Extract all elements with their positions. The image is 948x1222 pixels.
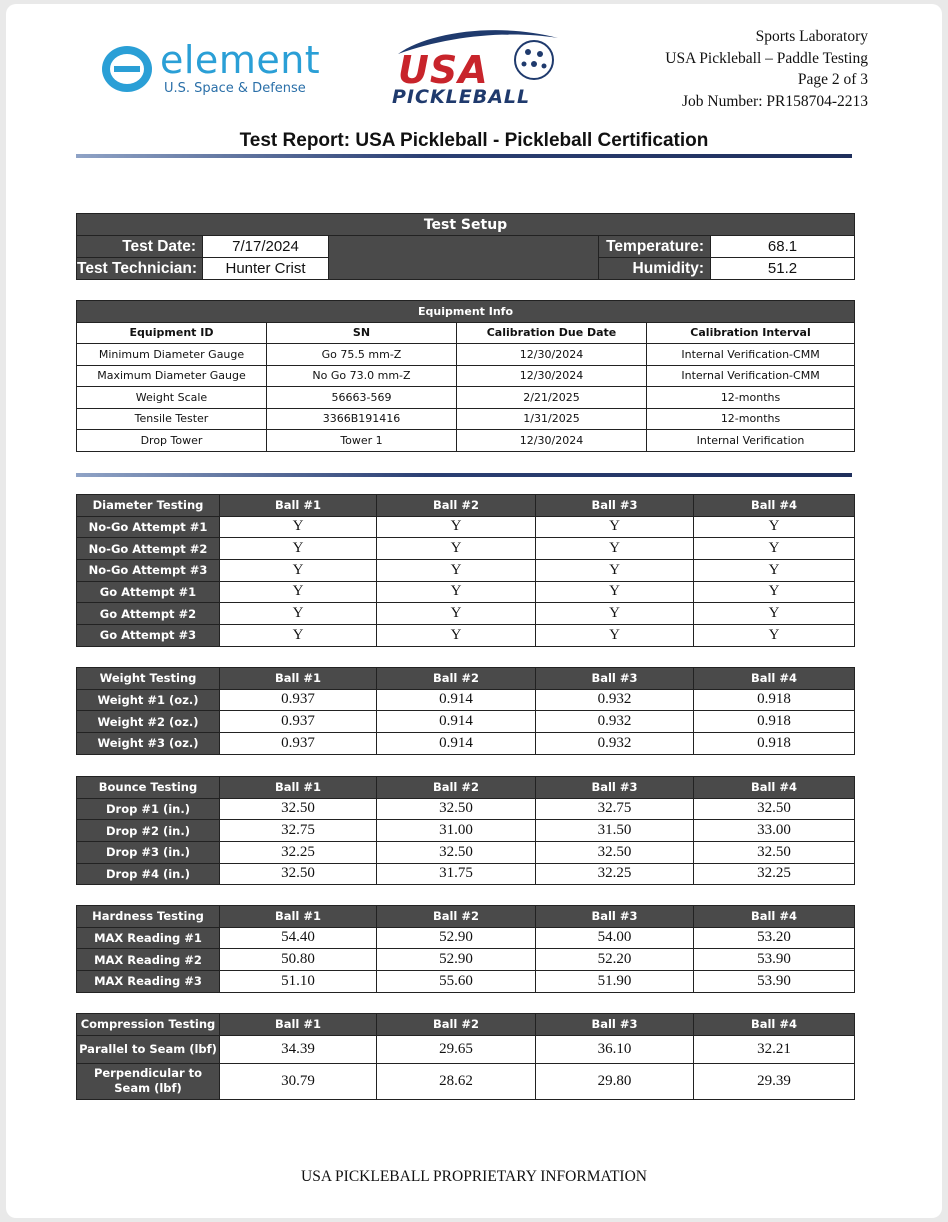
table-row xyxy=(77,732,855,754)
result-cell: 0.937 xyxy=(220,689,377,711)
ball-column-header: Ball #4 xyxy=(694,1014,855,1036)
row-label: No-Go Attempt #2 xyxy=(77,538,220,560)
footer-notice: USA PICKLEBALL PROPRIETARY INFORMATION xyxy=(301,1168,647,1185)
element-logo-word: element xyxy=(160,38,321,82)
result-cell: 54.40 xyxy=(220,927,377,949)
ball-column-header: Ball #3 xyxy=(536,495,694,517)
element-logo-mark xyxy=(102,46,152,92)
result-cell: Y xyxy=(220,581,377,603)
result-cell: Y xyxy=(220,538,377,560)
job-number: Job Number: PR158704-2213 xyxy=(682,92,868,110)
result-cell: 52.20 xyxy=(536,949,694,971)
equipment-cell: 12/30/2024 xyxy=(457,344,647,366)
result-cell: 52.90 xyxy=(377,927,536,949)
result-cell: 32.25 xyxy=(694,863,855,885)
test-table xyxy=(76,1013,855,1100)
test-header-row xyxy=(77,906,855,928)
result-cell: 31.50 xyxy=(536,820,694,842)
result-cell: 53.20 xyxy=(694,927,855,949)
equipment-cell: 2/21/2025 xyxy=(457,387,647,409)
equipment-cell: 12-months xyxy=(647,408,855,430)
table-row xyxy=(77,624,855,646)
column-header: Calibration Interval xyxy=(647,322,855,344)
result-cell: 32.75 xyxy=(220,820,377,842)
result-cell: 33.00 xyxy=(694,820,855,842)
result-cell: Y xyxy=(536,624,694,646)
row-label: Perpendicular to Seam (lbf) xyxy=(77,1063,220,1099)
equipment-row xyxy=(77,344,855,366)
usa-logo-word: USA xyxy=(398,48,489,92)
ball-column-header: Ball #2 xyxy=(377,495,536,517)
ball-column-header: Ball #3 xyxy=(536,906,694,928)
temperature-label: Temperature: xyxy=(599,236,711,258)
ball-column-header: Ball #1 xyxy=(220,668,377,690)
result-cell: Y xyxy=(694,538,855,560)
result-cell: 52.90 xyxy=(377,949,536,971)
test-table-title: Weight Testing xyxy=(77,668,220,690)
result-cell: Y xyxy=(694,516,855,538)
ball-column-header: Ball #3 xyxy=(536,777,694,799)
test-header-row xyxy=(77,777,855,799)
row-label: Weight #1 (oz.) xyxy=(77,689,220,711)
row-label: Weight #2 (oz.) xyxy=(77,711,220,733)
table-row xyxy=(77,516,855,538)
ball-column-header: Ball #2 xyxy=(377,668,536,690)
equipment-cell: 1/31/2025 xyxy=(457,408,647,430)
result-cell: 32.75 xyxy=(536,798,694,820)
result-cell: Y xyxy=(377,581,536,603)
result-cell: 31.75 xyxy=(377,863,536,885)
result-cell: 53.90 xyxy=(694,949,855,971)
test-setup-title: Test Setup xyxy=(77,214,855,236)
ball-column-header: Ball #2 xyxy=(377,777,536,799)
equipment-row xyxy=(77,387,855,409)
ball-column-header: Ball #4 xyxy=(694,906,855,928)
equipment-cell: Go 75.5 mm-Z xyxy=(267,344,457,366)
result-cell: 32.50 xyxy=(694,841,855,863)
row-label: MAX Reading #2 xyxy=(77,949,220,971)
result-cell: 32.50 xyxy=(377,841,536,863)
result-cell: Y xyxy=(377,624,536,646)
result-cell: 29.65 xyxy=(377,1035,536,1063)
result-cell: 0.932 xyxy=(536,689,694,711)
result-cell: 0.937 xyxy=(220,711,377,733)
table-row xyxy=(77,559,855,581)
result-cell: 51.10 xyxy=(220,970,377,992)
result-cell: 30.79 xyxy=(220,1063,377,1099)
result-cell: Y xyxy=(536,603,694,625)
row-label: Drop #3 (in.) xyxy=(77,841,220,863)
row-label: No-Go Attempt #1 xyxy=(77,516,220,538)
result-cell: 54.00 xyxy=(536,927,694,949)
row-label: Drop #4 (in.) xyxy=(77,863,220,885)
humidity-value: 51.2 xyxy=(711,258,855,280)
test-header-row xyxy=(77,495,855,517)
temperature-value: 68.1 xyxy=(711,236,855,258)
test-header-row xyxy=(77,1014,855,1036)
table-row xyxy=(77,603,855,625)
result-cell: Y xyxy=(377,603,536,625)
test-table xyxy=(76,905,855,993)
result-cell: Y xyxy=(694,624,855,646)
equipment-cell: Drop Tower xyxy=(77,430,267,452)
result-cell: Y xyxy=(220,559,377,581)
result-cell: 32.50 xyxy=(377,798,536,820)
result-cell: Y xyxy=(536,581,694,603)
equipment-cell: Minimum Diameter Gauge xyxy=(77,344,267,366)
table-row xyxy=(77,581,855,603)
result-cell: 0.918 xyxy=(694,689,855,711)
ball-column-header: Ball #4 xyxy=(694,668,855,690)
result-cell: 0.914 xyxy=(377,711,536,733)
result-cell: 32.50 xyxy=(694,798,855,820)
row-label: Weight #3 (oz.) xyxy=(77,732,220,754)
test-table-title: Diameter Testing xyxy=(77,495,220,517)
report-page xyxy=(6,4,942,1218)
result-cell: 31.00 xyxy=(377,820,536,842)
table-row xyxy=(77,841,855,863)
result-cell: 53.90 xyxy=(694,970,855,992)
program-name: USA Pickleball – Paddle Testing xyxy=(665,49,868,67)
page-number: Page 2 of 3 xyxy=(797,71,868,88)
result-cell: 0.918 xyxy=(694,732,855,754)
result-cell: 34.39 xyxy=(220,1035,377,1063)
result-cell: 0.937 xyxy=(220,732,377,754)
equipment-cell: Weight Scale xyxy=(77,387,267,409)
equipment-row xyxy=(77,365,855,387)
result-cell: 28.62 xyxy=(377,1063,536,1099)
equipment-cell: Internal Verification-CMM xyxy=(647,365,855,387)
table-row xyxy=(77,949,855,971)
result-cell: 0.932 xyxy=(536,711,694,733)
result-cell: 32.50 xyxy=(220,798,377,820)
column-header: SN xyxy=(267,322,457,344)
test-table xyxy=(76,776,855,885)
result-cell: 32.21 xyxy=(694,1035,855,1063)
table-row xyxy=(77,798,855,820)
table-row xyxy=(77,711,855,733)
humidity-label: Humidity: xyxy=(599,258,711,280)
result-cell: 0.914 xyxy=(377,732,536,754)
result-cell: Y xyxy=(377,516,536,538)
equipment-cell: Internal Verification xyxy=(647,430,855,452)
equipment-cell: Tensile Tester xyxy=(77,408,267,430)
row-label: Go Attempt #2 xyxy=(77,603,220,625)
result-cell: 32.25 xyxy=(220,841,377,863)
ball-column-header: Ball #2 xyxy=(377,1014,536,1036)
row-label: Go Attempt #1 xyxy=(77,581,220,603)
row-label: MAX Reading #1 xyxy=(77,927,220,949)
test-table xyxy=(76,667,855,755)
element-logo-subtitle: U.S. Space & Defense xyxy=(164,81,306,96)
test-table-title: Bounce Testing xyxy=(77,777,220,799)
result-cell: 32.50 xyxy=(220,863,377,885)
test-technician-label: Test Technician: xyxy=(77,258,203,280)
result-cell: Y xyxy=(536,538,694,560)
equipment-cell: 12/30/2024 xyxy=(457,430,647,452)
result-cell: 55.60 xyxy=(377,970,536,992)
element-logo xyxy=(102,38,322,100)
ball-column-header: Ball #1 xyxy=(220,906,377,928)
row-label: Drop #2 (in.) xyxy=(77,820,220,842)
result-cell: Y xyxy=(694,581,855,603)
result-cell: 0.914 xyxy=(377,689,536,711)
ball-column-header: Ball #4 xyxy=(694,777,855,799)
table-row xyxy=(77,1035,855,1063)
ball-column-header: Ball #1 xyxy=(220,777,377,799)
result-cell: Y xyxy=(694,559,855,581)
equipment-cell: Internal Verification-CMM xyxy=(647,344,855,366)
ball-column-header: Ball #2 xyxy=(377,906,536,928)
test-table-title: Compression Testing xyxy=(77,1014,220,1036)
ball-column-header: Ball #1 xyxy=(220,1014,377,1036)
ball-column-header: Ball #3 xyxy=(536,1014,694,1036)
table-row xyxy=(77,820,855,842)
row-label: No-Go Attempt #3 xyxy=(77,559,220,581)
table-row xyxy=(77,927,855,949)
ball-column-header: Ball #4 xyxy=(694,495,855,517)
title-rule xyxy=(76,154,852,158)
result-cell: Y xyxy=(220,516,377,538)
equipment-cell: 12/30/2024 xyxy=(457,365,647,387)
row-label: MAX Reading #3 xyxy=(77,970,220,992)
result-cell: 29.39 xyxy=(694,1063,855,1099)
row-label: Go Attempt #3 xyxy=(77,624,220,646)
table-row xyxy=(77,1063,855,1099)
test-date-value: 7/17/2024 xyxy=(203,236,329,258)
pickleball-logo-word: PICKLEBALL xyxy=(392,86,531,108)
table-row xyxy=(77,970,855,992)
equipment-cell: 12-months xyxy=(647,387,855,409)
report-title: Test Report: USA Pickleball - Pickleball Certification xyxy=(239,130,709,151)
usa-pickleball-logo xyxy=(388,26,568,108)
section-rule xyxy=(76,473,852,477)
table-row xyxy=(77,689,855,711)
setup-spacer xyxy=(329,236,599,280)
result-cell: 32.25 xyxy=(536,863,694,885)
equipment-cell: No Go 73.0 mm-Z xyxy=(267,365,457,387)
test-header-row xyxy=(77,668,855,690)
result-cell: 0.932 xyxy=(536,732,694,754)
result-cell: Y xyxy=(536,516,694,538)
result-cell: Y xyxy=(220,624,377,646)
result-cell: 32.50 xyxy=(536,841,694,863)
equipment-row xyxy=(77,408,855,430)
ball-column-header: Ball #3 xyxy=(536,668,694,690)
result-cell: Y xyxy=(694,603,855,625)
column-header: Equipment ID xyxy=(77,322,267,344)
result-cell: 51.90 xyxy=(536,970,694,992)
test-date-label: Test Date: xyxy=(77,236,203,258)
result-cell: Y xyxy=(377,538,536,560)
test-table-title: Hardness Testing xyxy=(77,906,220,928)
result-cell: 29.80 xyxy=(536,1063,694,1099)
equipment-cell: 3366B191416 xyxy=(267,408,457,430)
result-cell: 50.80 xyxy=(220,949,377,971)
column-header: Calibration Due Date xyxy=(457,322,647,344)
test-technician-value: Hunter Crist xyxy=(203,258,329,280)
result-cell: 0.918 xyxy=(694,711,855,733)
result-cell: 36.10 xyxy=(536,1035,694,1063)
lab-name: Sports Laboratory xyxy=(755,28,868,45)
equipment-info-title: Equipment Info xyxy=(77,301,855,323)
test-setup-table xyxy=(76,213,855,280)
row-label: Parallel to Seam (lbf) xyxy=(77,1035,220,1063)
ball-column-header: Ball #1 xyxy=(220,495,377,517)
row-label: Drop #1 (in.) xyxy=(77,798,220,820)
equipment-cell: 56663-569 xyxy=(267,387,457,409)
result-cell: Y xyxy=(220,603,377,625)
equipment-cell: Tower 1 xyxy=(267,430,457,452)
equipment-cell: Maximum Diameter Gauge xyxy=(77,365,267,387)
equipment-row xyxy=(77,430,855,452)
equipment-info-table xyxy=(76,300,855,452)
result-cell: Y xyxy=(536,559,694,581)
table-row xyxy=(77,863,855,885)
header-info xyxy=(665,26,868,112)
result-cell: Y xyxy=(377,559,536,581)
test-table xyxy=(76,494,855,647)
table-row xyxy=(77,538,855,560)
